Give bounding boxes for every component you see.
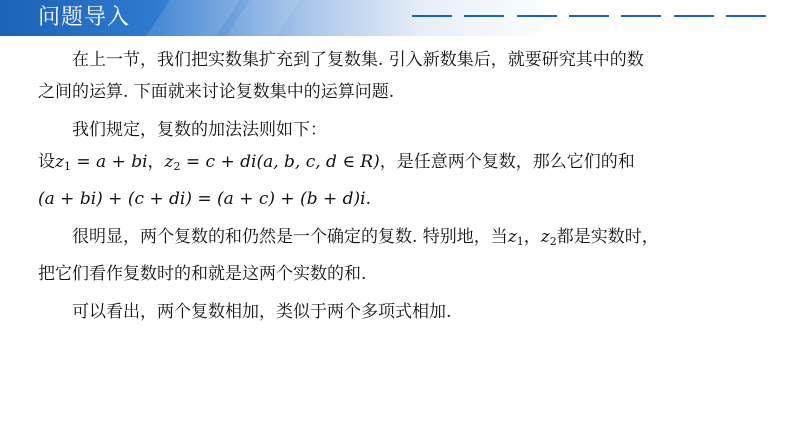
decoration-line — [621, 15, 661, 17]
paragraph-3-line-1 — [38, 146, 778, 183]
section-title: 问题导入 — [38, 5, 131, 30]
paragraph-1-line-1: 在上一节，我们把实数集扩充到了复数集. 引入新数集后，就要研究其中的数 — [72, 50, 644, 70]
decoration-line — [674, 15, 714, 17]
text-suffix: 都是实数时， — [556, 227, 659, 247]
text-prefix: 很明显，两个复数的和仍然是一个确定的复数. 特别地，当 — [72, 227, 508, 247]
decoration-line — [569, 15, 609, 17]
math-expression: = a + bi — [70, 152, 148, 172]
math-var: z — [55, 152, 64, 172]
math-subscript: 1 — [63, 160, 71, 173]
section-header — [0, 0, 794, 36]
math-subscript: 2 — [173, 160, 181, 173]
text-she: 设 — [38, 152, 55, 172]
math-z1 — [55, 152, 148, 172]
text-comma: ， — [523, 227, 541, 247]
decoration-line — [412, 15, 452, 17]
header-decoration-lines — [412, 14, 766, 18]
paragraph-4-line-2: 把它们看作复数时的和就是这两个实数的和. — [38, 264, 367, 284]
paragraph-1-line-2: 之间的运算. 下面就来讨论复数集中的运算问题. — [38, 82, 395, 102]
paragraph-4-line-1 — [38, 221, 778, 258]
math-subscript: 1 — [516, 235, 524, 248]
math-var: z — [164, 152, 174, 172]
paragraph-2: 我们规定，复数的加法法则如下： — [72, 120, 327, 140]
math-z2 — [165, 152, 380, 172]
text-suffix: ，是任意两个复数，那么它们的和 — [379, 152, 635, 172]
lesson-content — [38, 44, 778, 328]
paragraph-5: 可以看出，两个复数相加，类似于两个多项式相加. — [72, 302, 452, 322]
math-z1 — [508, 227, 524, 247]
math-subscript: 2 — [549, 235, 557, 248]
decoration-line — [726, 15, 766, 17]
math-var: z — [507, 227, 517, 247]
decoration-line — [464, 15, 504, 17]
text-comma: ， — [147, 152, 165, 172]
decoration-line — [517, 15, 557, 17]
math-var: z — [540, 227, 550, 247]
math-z2 — [541, 227, 557, 247]
addition-formula: (a + bi) + (c + di) = (a + c) + (b + d)i. — [38, 189, 371, 209]
math-expression: = c + di(a, b, c, d ∈ R) — [180, 152, 380, 172]
